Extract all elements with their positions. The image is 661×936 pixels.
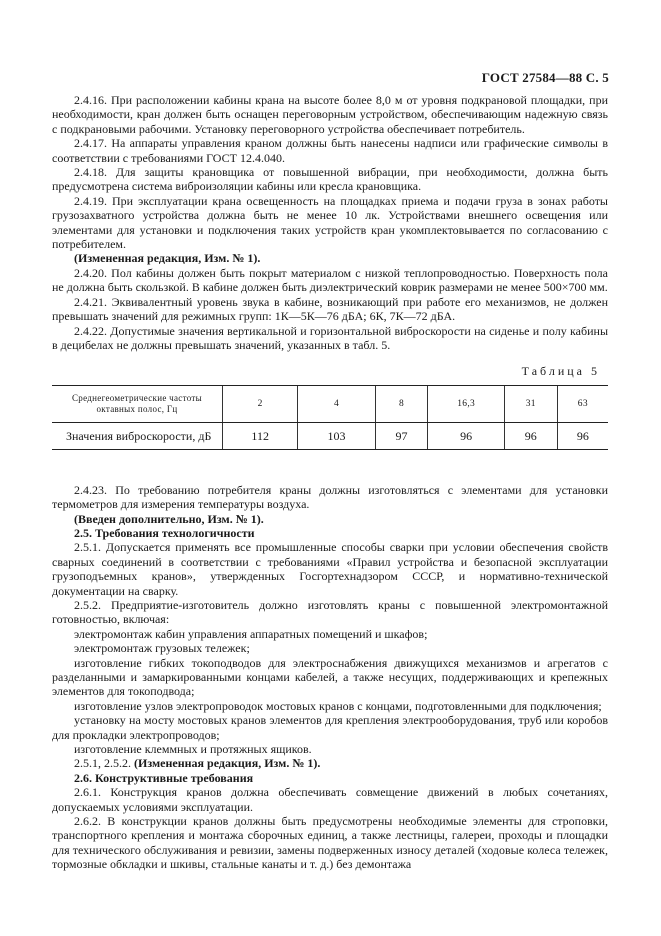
table-header-row (52, 385, 608, 422)
paragraph: 2.4.22. Допустимые значения вертикальной и горизонтальной виброскорости на сиденье и полу кабины в децибелах не должны превышать значений, указанных в табл. 5. (52, 323, 608, 352)
freq-cell: 31 (504, 385, 557, 422)
bottom-paragraphs (52, 483, 608, 872)
paragraph: 2.4.20. Пол кабины должен быть покрыт материалом с низкой теплопроводностью. Поверхность пола не должна быть скользкой. В кабине должен быть диэлектрический коврик размерами не менее 500×700 мм. (52, 265, 608, 295)
table-values-row (52, 422, 608, 449)
value-cell: 96 (557, 422, 608, 449)
paragraph: 2.5. Требования технологичности (74, 525, 255, 540)
value-cell: 112 (223, 422, 298, 449)
bold-note: (Измененная редакция, Изм. № 1). (134, 756, 321, 771)
freq-cell: 63 (557, 385, 608, 422)
page-header: ГОСТ 27584—88 С. 5 (481, 70, 609, 85)
paragraph: 2.4.17. На аппараты управления краном должны быть нанесены надписи или графические символы в соответствии с требованиями ГОСТ 12.4.040. (52, 136, 608, 165)
value-cell: 96 (504, 422, 557, 449)
table-caption: Таблица 5 (521, 364, 600, 379)
value-cell: 96 (428, 422, 504, 449)
value-cell: 103 (298, 422, 375, 449)
paragraph: изготовление гибких токоподводов для электроснабжения движущихся механизмов и агрегатов с разделанными и замаркированными концами кабелей, а также несущих, поддерживающих и крепежных элементов для токоподвода; (52, 655, 608, 699)
table-row-label: Значения виброскорости, дБ (52, 422, 223, 449)
paragraph: (Измененная редакция, Изм. № 1). (74, 251, 261, 266)
paragraph: (Введен дополнительно, Изм. № 1). (74, 511, 264, 526)
paragraph: 2.4.21. Эквивалентный уровень звука в кабине, возникающий при работе его механизмов, не должен превышать значений для режимных групп: 1К—5К—76 дБА; 6К, 7К—72 дБА. (52, 294, 608, 324)
paragraph: изготовление клеммных и протяжных ящиков. (74, 742, 312, 757)
table-5 (52, 385, 608, 450)
page-content (52, 93, 608, 872)
paragraph: 2.6. Конструктивные требования (74, 770, 254, 785)
paragraph: установку на мосту мостовых кранов элементов для крепления электрооборудования, труб или коробов для прокладки электропроводов; (52, 713, 608, 742)
table-header-label: Среднегеометрические частоты октавных полос, Гц (52, 385, 223, 422)
paragraph: 2.4.18. Для защиты крановщика от повышенной вибрации, при необходимости, должна быть предусмотрена система виброизоляции кабины или кресла крановщика. (52, 165, 608, 194)
value-cell: 97 (375, 422, 428, 449)
paragraph: электромонтаж кабин управления аппаратных помещений и шкафов; (74, 626, 428, 641)
paragraph: 2.6.1. Конструкция кранов должна обеспечивать совмещение движений в любых сочетаниях, допускаемых условиями эксплуатации. (52, 785, 608, 814)
paragraph: изготовление узлов электропроводок мостовых кранов с концами, подготовленными для подключения; (74, 698, 602, 713)
freq-cell: 4 (298, 385, 375, 422)
top-paragraphs (52, 93, 608, 352)
freq-cell: 8 (375, 385, 428, 422)
paragraph: 2.5.1. Допускается применять все промышленные способы сварки при условии обеспечения свойств сварных соединений в соответствии с требованиями «Правил устройства и безопасной эксплуатации грузоподъемных кранов», утвержденных Госгортехнадзором СССР, и нормативно-технической документации на сварку. (52, 540, 608, 598)
paragraph: 2.5.1, 2.5.2. (Измененная редакция, Изм. № 1). (74, 756, 321, 771)
freq-cell: 2 (223, 385, 298, 422)
paragraph: 2.4.23. По требованию потребителя краны должны изготовляться с элементами для установки термометров для измерения температуры воздуха. (52, 482, 608, 512)
paragraph: 2.4.16. При расположении кабины крана на высоте более 8,0 м от уровня подкрановой площадки, при необходимости, кран должен быть оснащен переговорным устройством, обеспечивающим надежную связь с подкрановыми рабочими. Установку переговорного устройства обеспечивает потребитель. (52, 93, 608, 136)
paragraph: 2.4.19. При эксплуатации крана освещенность на площадках приема и подачи груза в зонах работы грузозахватного устройства должна быть не менее 10 лк. Устройствами внешнего освещения или элементами для установки и подключения таких устройств кран укомплектовывается по согласованию с потребителем. (52, 193, 608, 252)
paragraph: электромонтаж грузовых тележек; (74, 641, 250, 656)
paragraph: 2.6.2. В конструкции кранов должны быть предусмотрены необходимые элементы для строповки, транспортного крепления и монтажа сборочных единиц, а также лестницы, галереи, проходы и площадки для технического обслуживания и ревизии, замены подверженных износу деталей (ходовые колеса тележек, тормозные обкладки и шкивы, стальные канаты и т. д.) без демонтажа (52, 814, 608, 872)
freq-cell: 16,3 (428, 385, 504, 422)
paragraph: 2.5.2. Предприятие-изготовитель должно изготовлять краны с повышенной электромонтажной готовностью, включая: (52, 597, 608, 627)
